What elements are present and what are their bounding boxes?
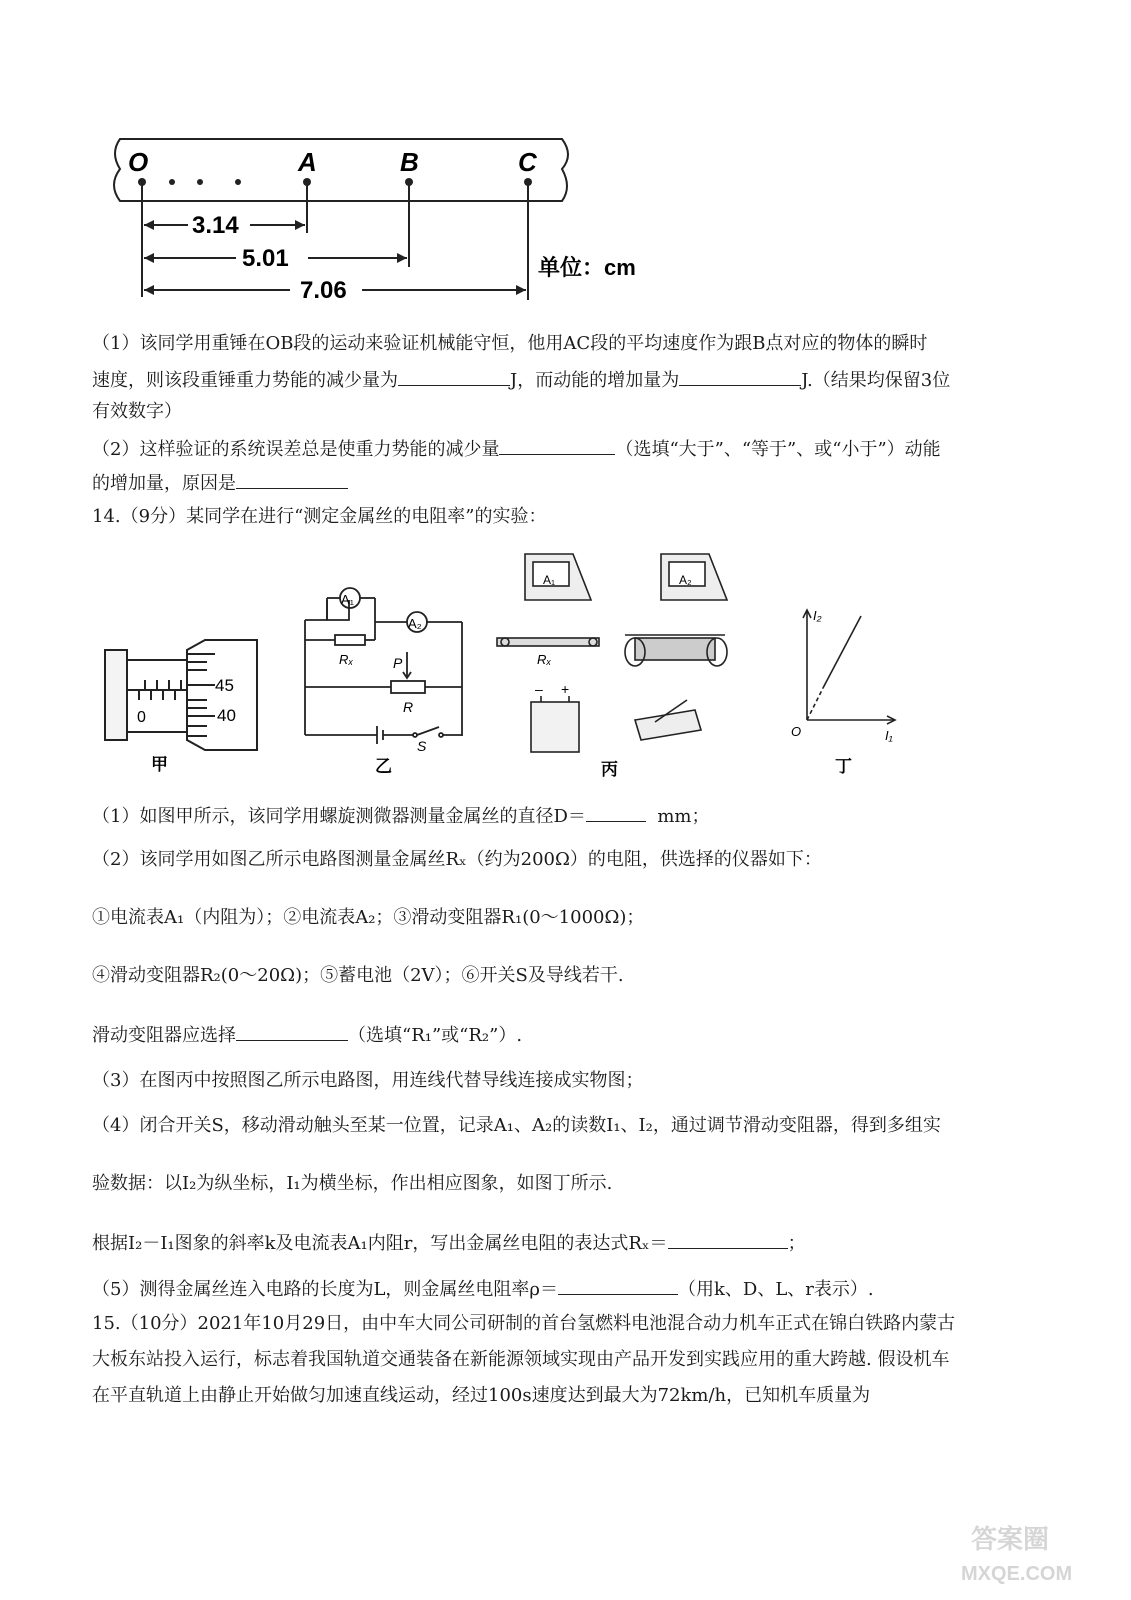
watermark-top-text: 答案圈: [971, 1524, 1050, 1554]
micrometer-scale-40: 40: [217, 706, 236, 725]
q15-line1: 15.（10分）2021年10月29日，由中车大同公司研制的首台氢燃料电池混合动力机车正式在锦白铁路内蒙古: [92, 1313, 956, 1334]
q13-part2-text-c: 的增加量，原因是: [92, 473, 236, 494]
q13-part2-line1: [92, 436, 941, 462]
answer-blank-potential-energy[interactable]: [398, 367, 510, 386]
svg-text:+: +: [561, 681, 570, 697]
fig-label-ding: 丁: [835, 757, 852, 777]
tape-point-A: A: [298, 147, 317, 177]
unit-label: 单位：cm: [538, 255, 636, 280]
circuit-ammeter-A2: A₂: [408, 616, 422, 631]
q14-title: 14.（9分）某同学在进行“测定金属丝的电阻率”的实验：: [92, 506, 547, 527]
q14-choose-text-a: 滑动变阻器应选择: [92, 1025, 236, 1046]
circuit-ammeter-A1: A₁: [341, 592, 355, 607]
fig-label-jia: 甲: [151, 755, 168, 775]
circuit-label-R: R: [403, 699, 414, 715]
q14-items-line1: ①电流表A₁（内阻为）；②电流表A₂；③滑动变阻器R₁(0～1000Ω)；: [92, 907, 645, 928]
graph-figure: [803, 610, 895, 724]
q13-part1-line3: 有效数字）: [92, 401, 182, 422]
q14-part4-line1: （4）闭合开关S，移动滑动触头至某一位置，记录A₁、A₂的读数I₁、I₂，通过调节滑动变阻器，得到多组实: [92, 1115, 941, 1136]
answer-blank-reason[interactable]: [236, 470, 348, 489]
graph-y-axis-I2: I₂: [813, 608, 822, 623]
q13-part1-text-a: 速度，则该段重锤重力势能的减少量为: [92, 370, 398, 391]
circuit-label-Rx: Rₓ: [339, 652, 354, 667]
q14-part2: （2）该同学用如图乙所示电路图测量金属丝Rₓ（约为200Ω）的电阻，供选择的仪器如下：: [92, 849, 822, 870]
tape-point-O: O: [128, 147, 149, 177]
apparatus-ammeter-A2: A₂: [679, 573, 692, 587]
dist-OB: 5.01: [242, 245, 289, 272]
fig-label-bing: 丙: [601, 760, 618, 780]
q13-part1-text-c: J.（结果均保留3位: [801, 370, 951, 391]
q14-items-line2: ④滑动变阻器R₂(0～20Ω)；⑤蓄电池（2V）；⑥开关S及导线若干.: [92, 965, 624, 986]
apparatus-figure: [497, 554, 727, 752]
q14-part4-text-a: 根据I₂－I₁图象的斜率k及电流表A₁内阻r，写出金属丝电阻的表达式Rₓ＝: [92, 1233, 668, 1254]
q14-part5-text-b: （用k、D、L、r表示）.: [678, 1279, 874, 1300]
q15-line2: 大板东站投入运行，标志着我国轨道交通装备在新能源领域实现由产品开发到实践应用的重大跨越. 假设机车: [92, 1349, 950, 1370]
dist-OC: 7.06: [300, 277, 347, 304]
q13-part2-line2: [92, 470, 348, 496]
q14-part1-text-b: mm；: [657, 806, 710, 827]
answer-blank-Rx-expression[interactable]: [668, 1230, 788, 1249]
micrometer-scale-45: 45: [215, 676, 234, 695]
tape-point-B: B: [400, 147, 419, 177]
q14-part5: [92, 1276, 874, 1302]
q13-part2-text-b: （选填“大于”、“等于”、或“小于”）动能: [615, 439, 941, 460]
graph-x-axis-I1: I₁: [885, 728, 893, 743]
q13-part2-text-a: （2）这样验证的系统误差总是使重力势能的减少量: [92, 439, 500, 460]
q14-part3: （3）在图丙中按照图乙所示电路图，用连线代替导线连接成实物图；: [92, 1070, 644, 1091]
q14-part5-text-a: （5）测得金属丝连入电路的长度为L，则金属丝电阻率ρ＝: [92, 1279, 558, 1300]
q14-choose-rheostat: [92, 1022, 522, 1048]
watermark-logo: [951, 1518, 1101, 1588]
q13-part1-line2: [92, 367, 950, 393]
svg-text:–: –: [535, 681, 543, 697]
answer-blank-rheostat[interactable]: [236, 1022, 348, 1041]
fig-label-yi: 乙: [375, 757, 392, 777]
answer-blank-kinetic-energy[interactable]: [679, 367, 801, 386]
q14-part4-text-b: ；: [787, 1233, 806, 1254]
q14-part1: [92, 803, 709, 829]
q14-part1-text-a: （1）如图甲所示，该同学用螺旋测微器测量金属丝的直径D＝: [92, 806, 586, 827]
q15-line3: 在平直轨道上由静止开始做匀加速直线运动，经过100s速度达到最大为72km/h，已知机车质量为: [92, 1385, 871, 1406]
circuit-label-P: P: [393, 655, 403, 671]
apparatus-label-Rx: Rₓ: [537, 652, 552, 667]
dist-OA: 3.14: [192, 212, 239, 239]
circuit-label-S: S: [417, 738, 427, 754]
tape-figure: [100, 125, 660, 315]
q14-part4-line2: 验数据：以I₂为纵坐标，I₁为横坐标，作出相应图象，如图丁所示.: [92, 1173, 613, 1194]
q14-part4-line3: [92, 1230, 806, 1256]
answer-blank-diameter[interactable]: [586, 803, 646, 822]
answer-blank-resistivity[interactable]: [558, 1276, 678, 1295]
micrometer-figure: [105, 640, 257, 750]
graph-origin: O: [791, 724, 802, 739]
q13-part1-text-b: J，而动能的增加量为: [510, 370, 680, 391]
circuit-figure: [305, 588, 462, 744]
watermark-bottom-text: MXQE.COM: [961, 1563, 1073, 1585]
micrometer-zero: 0: [137, 709, 146, 726]
q13-part1-line1: （1）该同学用重锤在OB段的运动来验证机械能守恒，他用AC段的平均速度作为跟B点对应的物体的瞬时: [92, 333, 928, 354]
tape-point-C: C: [518, 147, 537, 177]
q14-figures: [95, 540, 1045, 785]
answer-blank-comparison[interactable]: [499, 436, 615, 455]
apparatus-ammeter-A1: A₁: [543, 573, 556, 587]
q14-choose-text-b: （选填“R₁”或“R₂”）.: [348, 1025, 523, 1046]
